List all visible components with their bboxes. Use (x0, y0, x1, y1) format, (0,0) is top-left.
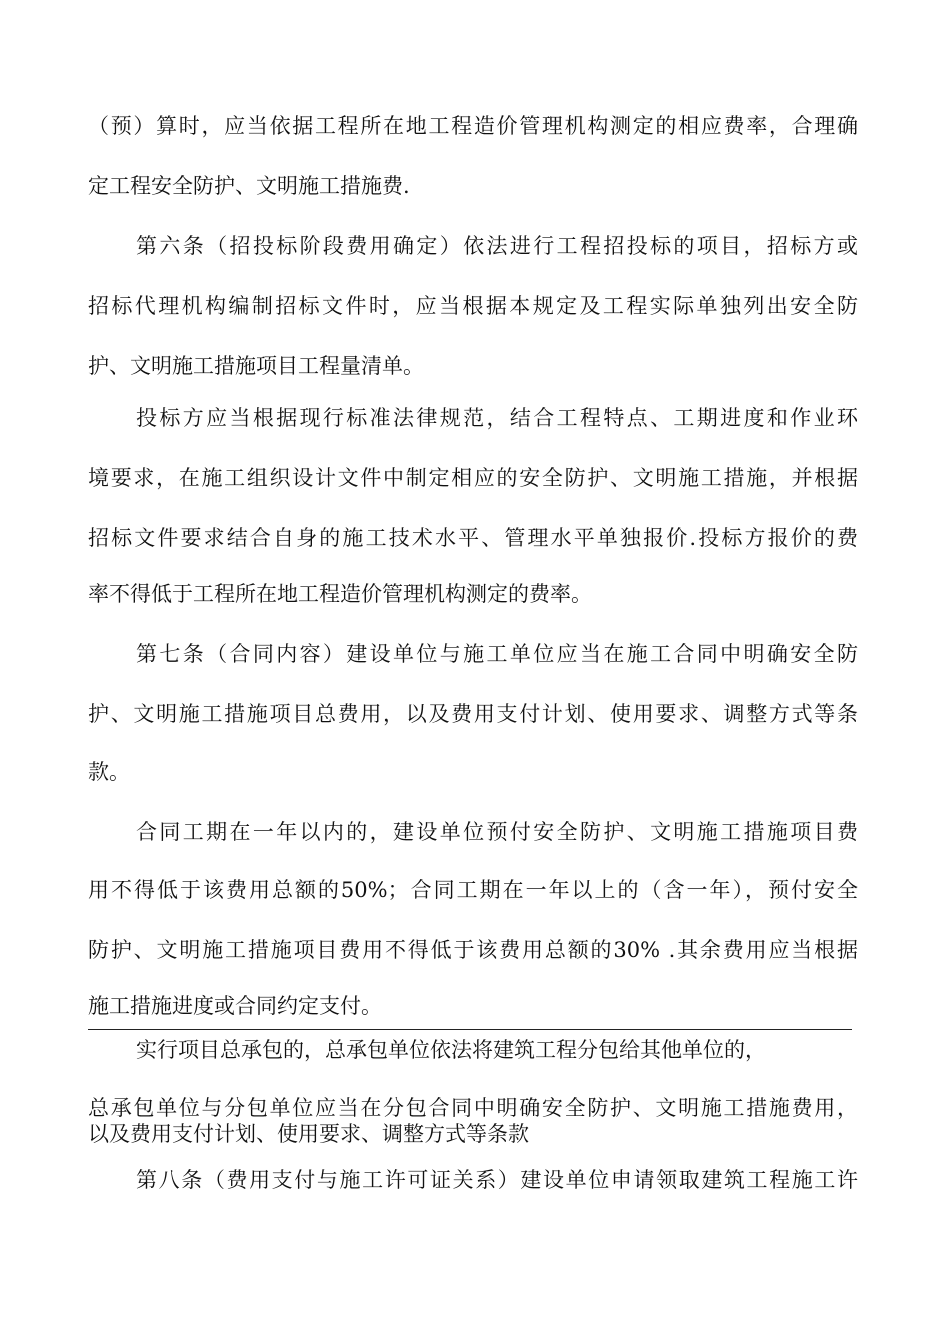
text-line-19: 以及费用支付计划、使用要求、调整方式等条款 (88, 1122, 529, 1146)
text-line-20: 第八条（费用支付与施工许可证关系）建设单位申请领取建筑工程施工许 (136, 1168, 858, 1192)
text-line-7: 境要求，在施工组织设计文件中制定相应的安全防护、文明施工措施，并根据 (88, 466, 858, 490)
text-line-2: 定工程安全防护、文明施工措施费. (88, 174, 410, 198)
text-line-6: 投标方应当根据现行标准法律规范，结合工程特点、工期进度和作业环 (136, 406, 858, 430)
text-line-8: 招标文件要求结合自身的施工技术水平、管理水平单独报价.投标方报价的费 (88, 526, 858, 550)
text-line-10: 第七条（合同内容）建设单位与施工单位应当在施工合同中明确安全防 (136, 642, 858, 666)
text-line-5: 护、文明施工措施项目工程量清单。 (88, 354, 424, 378)
text-line-13: 合同工期在一年以内的，建设单位预付安全防护、文明施工措施项目费 (136, 820, 858, 844)
horizontal-divider (88, 1029, 852, 1030)
text-line-17: 实行项目总承包的，总承包单位依法将建筑工程分包给其他单位的， (136, 1038, 766, 1062)
text-line-11: 护、文明施工措施项目总费用，以及费用支付计划、使用要求、调整方式等条 (88, 702, 858, 726)
text-line-15: 防护、文明施工措施项目费用不得低于该费用总额的30% .其余费用应当根据 (88, 938, 858, 962)
text-line-16: 施工措施进度或合同约定支付。 (88, 994, 382, 1018)
text-line-1: （预）算时，应当依据工程所在地工程造价管理机构测定的相应费率，合理确 (88, 114, 858, 138)
text-line-18: 总承包单位与分包单位应当在分包合同中明确安全防护、文明施工措施费用， (88, 1096, 858, 1120)
text-line-3: 第六条（招投标阶段费用确定）依法进行工程招投标的项目，招标方或 (136, 234, 858, 258)
text-line-9: 率不得低于工程所在地工程造价管理机构测定的费率。 (88, 582, 592, 606)
text-line-12: 款。 (88, 760, 130, 784)
text-line-14: 用不得低于该费用总额的50%；合同工期在一年以上的（含一年），预付安全 (88, 878, 858, 902)
text-line-4: 招标代理机构编制招标文件时，应当根据本规定及工程实际单独列出安全防 (88, 294, 858, 318)
